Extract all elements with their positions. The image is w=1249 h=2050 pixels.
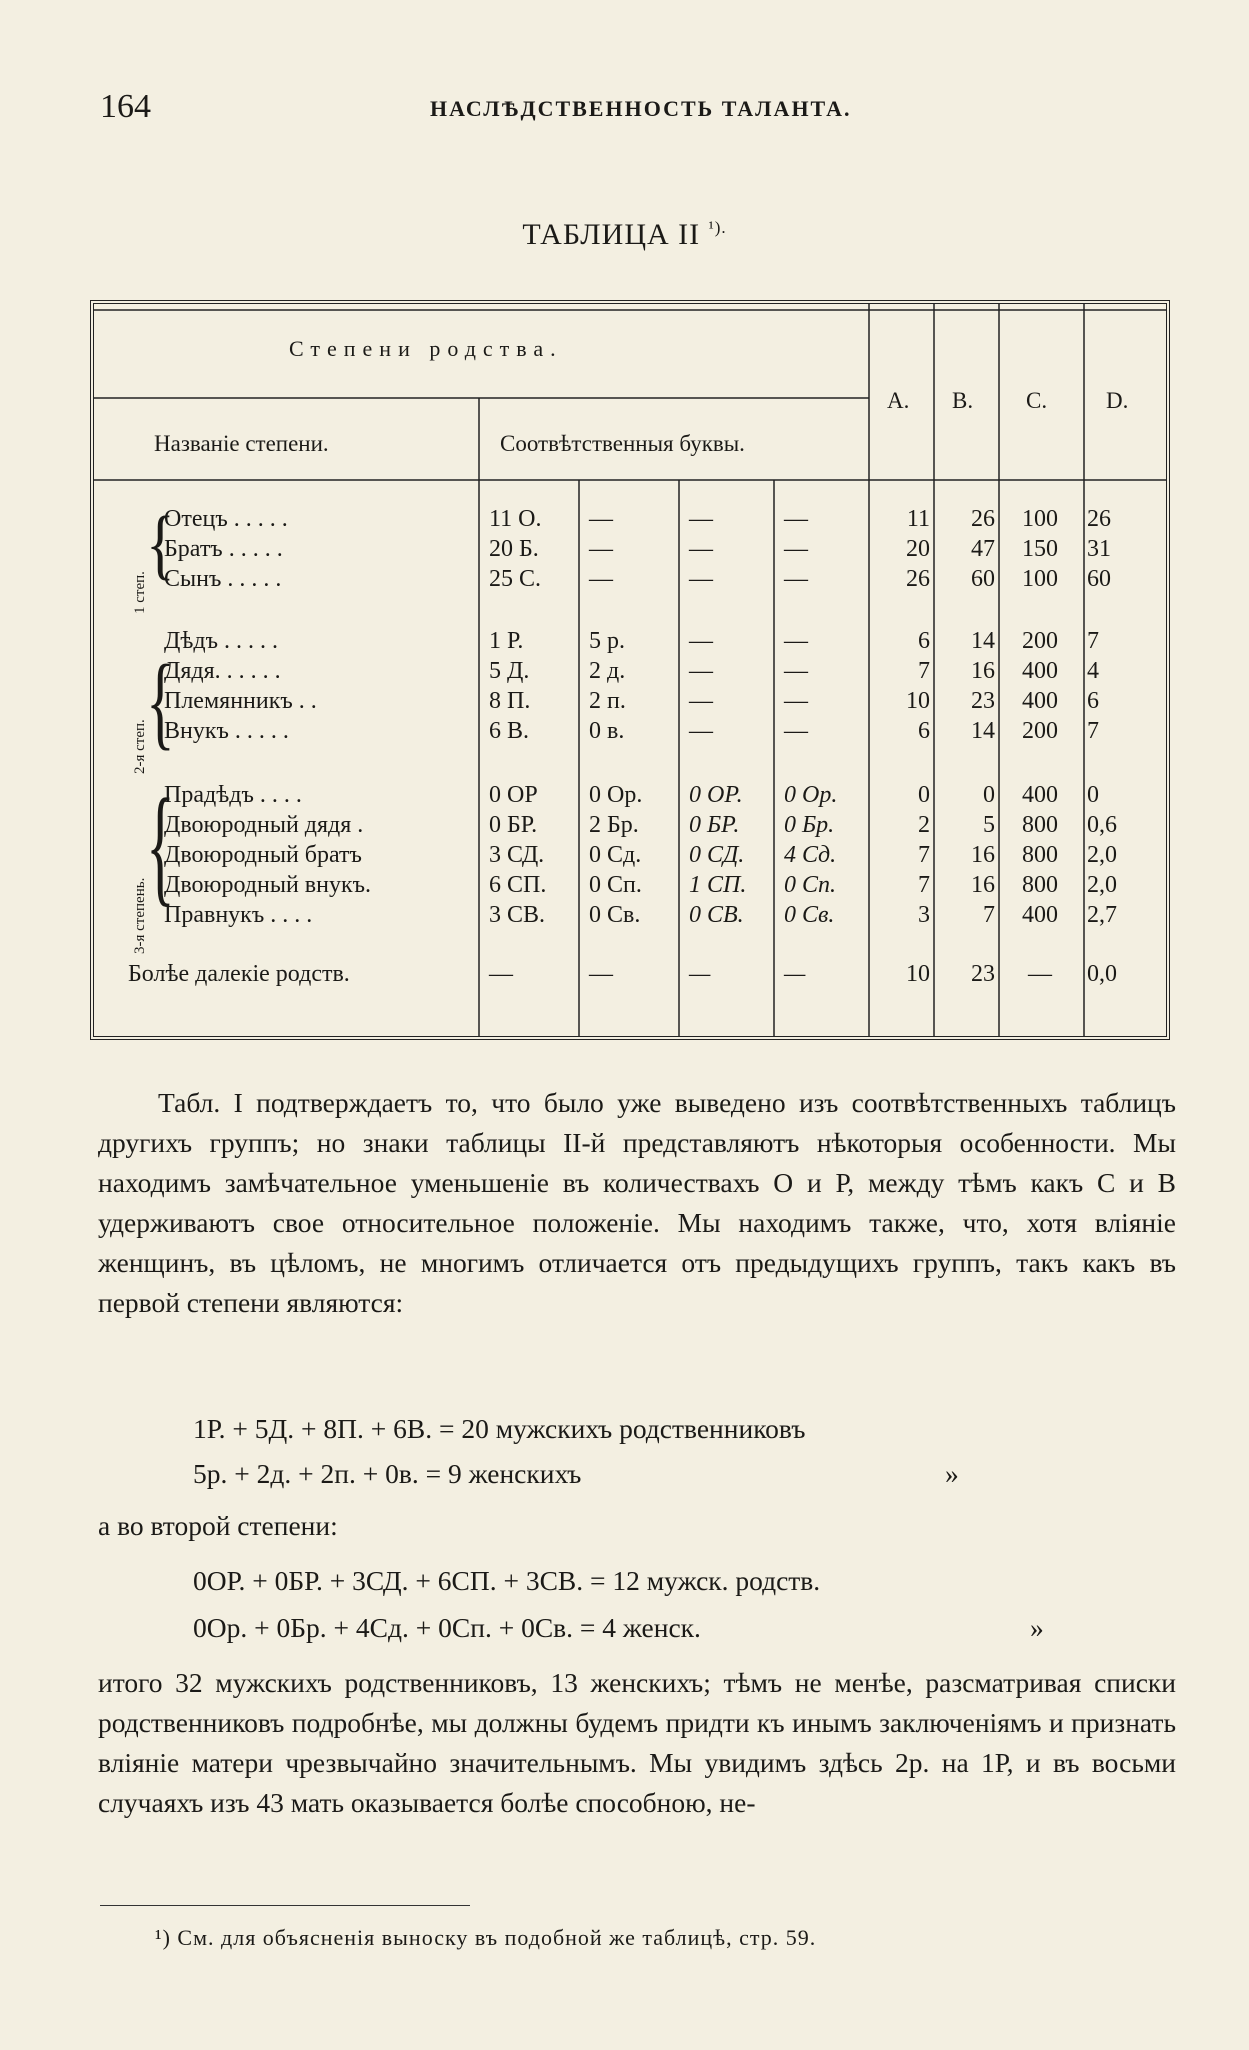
formula-female-2-ditto: » [1030,1612,1044,1643]
cell-a: 10 [906,688,930,714]
cell-c: 200 [1022,718,1058,744]
cell-d: 7 [1087,718,1099,744]
header-col-b: B. [952,388,974,413]
cell-l1: 20 Б. [489,536,539,562]
cell-name: Двоюродный дядя . [164,812,364,838]
cell-d: 2,0 [1087,872,1117,898]
cell-c: — [1028,961,1052,987]
cell-l3: 0 БР. [689,812,740,838]
cell-a: 7 [918,658,930,684]
cell-l1: 0 ОР [489,782,538,808]
cell-l4: — [784,628,808,654]
cell-l1: 3 СВ. [489,902,546,928]
cell-l1: 5 Д. [489,658,530,684]
header-degree-name: Названіе степени. [154,431,329,456]
group-label-3: 3-я степень. [132,877,148,954]
cell-a: 26 [906,566,930,592]
cell-l2: 0 Сд. [589,842,642,868]
cell-name: Братъ . . . . . [164,536,283,562]
cell-l2: — [589,506,613,532]
cell-l1: 3 СД. [489,842,545,868]
cell-c: 800 [1022,812,1058,838]
page-header [100,88,1169,128]
cell-l1: 6 В. [489,718,530,744]
cell-l3: — [689,688,713,714]
cell-a: 10 [906,961,930,987]
cell-b: 23 [971,688,995,714]
formula-female-2: 0Ор. + 0Бр. + 4Сд. + 0Сп. + 0Св. = 4 женск. [193,1612,701,1643]
cell-l3: — [689,628,713,654]
formula-male-1: 1Р. + 5Д. + 8П. + 6В. = 20 мужскихъ родственниковъ [193,1413,806,1444]
cell-l3: 0 СВ. [689,902,744,928]
cell-c: 800 [1022,842,1058,868]
cell-l1: 8 П. [489,688,531,714]
cell-l2: 2 Бр. [589,812,639,838]
cell-l2: 0 Св. [589,902,641,928]
cell-b: 16 [971,842,995,868]
cell-d: 0 [1087,782,1099,808]
cell-b: 14 [971,718,995,744]
group-label-2: 2-я степ. [132,719,148,774]
cell-l4: — [784,718,808,744]
footnote: ¹) См. для объясненія выноску въ подобной же таблицѣ, стр. 59. [155,1925,817,1950]
cell-l4: — [784,961,806,987]
paragraph-1 [98,1083,1176,1323]
cell-name: Внукъ . . . . . [164,718,289,744]
cell-l2: — [589,961,613,987]
cell-d: 60 [1087,566,1111,592]
cell-l3: 0 СД. [689,842,745,868]
cell-d: 4 [1087,658,1099,684]
cell-d: 6 [1087,688,1099,714]
footnote-rule [100,1905,470,1906]
cell-l4: 0 Бр. [784,812,835,838]
cell-b: 16 [971,658,995,684]
cell-l2: 2 п. [589,688,626,714]
cell-l4: 0 Св. [784,902,835,928]
cell-b: 26 [971,506,995,532]
cell-name: Болѣе далекіе родств. [128,961,350,987]
cell-a: 7 [918,872,930,898]
cell-d: 7 [1087,628,1099,654]
cell-c: 400 [1022,782,1058,808]
cell-l1: 0 БР. [489,812,538,838]
cell-b: 23 [971,961,995,987]
cell-name: Двоюродный внукъ. [164,872,372,898]
cell-l4: — [784,536,808,562]
cell-l2: 0 Сп. [589,872,642,898]
cell-b: 47 [971,536,995,562]
cell-name: Племянникъ . . [164,688,317,714]
cell-l1: 25 С. [489,566,542,592]
header-letters: Соотвѣтственныя буквы. [500,431,745,456]
cell-b: 0 [983,782,995,808]
cell-l3: — [689,718,713,744]
brace-group-1: { [146,501,175,587]
cell-d: 2,0 [1087,842,1117,868]
paragraph-2-text: итого 32 мужскихъ родственниковъ, 13 женскихъ; тѣмъ не менѣе, разсматривая списки родственниковъ подробнѣе, мы должны будемъ придти къ инымъ заключеніямъ и признать вліяніе матери чрезвычайно значительнымъ. Мы увидимъ здѣсь 2р. на 1Р, и въ восьми случаяхъ изъ 43 мать оказывается болѣе способною, не- [98,1667,1176,1818]
cell-a: 6 [918,718,930,744]
cell-d: 2,7 [1087,902,1117,928]
cell-b: 60 [971,566,995,592]
header-kinship-degrees: Степени родства. [289,336,563,361]
cell-c: 800 [1022,872,1058,898]
cell-b: 5 [983,812,995,838]
cell-l3: 1 СП. [689,872,747,898]
cell-l4: — [784,566,808,592]
cell-l4: — [784,506,808,532]
cell-c: 400 [1022,902,1058,928]
cell-l2: 0 в. [589,718,625,744]
cell-d: 31 [1087,536,1111,562]
cell-l2: 0 Ор. [589,782,643,808]
cell-c: 200 [1022,628,1058,654]
cell-l3: — [689,658,713,684]
formula-female-1: 5р. + 2д. + 2п. + 0в. = 9 женскихъ [193,1458,582,1489]
cell-l1: 11 О. [489,506,542,532]
cell-l3: — [689,506,713,532]
cell-name: Дѣдъ . . . . . [164,628,279,654]
cell-name: Отецъ . . . . . [164,506,288,532]
cell-name: Двоюродный братъ [164,842,362,868]
table-title-text: ТАБЛИЦА II [522,218,701,251]
cell-l2: 5 р. [589,628,625,654]
cell-c: 100 [1022,566,1058,592]
cell-d: 0,6 [1087,812,1117,838]
cell-c: 100 [1022,506,1058,532]
cell-l3: — [689,566,713,592]
cell-b: 14 [971,628,995,654]
brace-group-3: { [146,772,175,918]
cell-l2: — [589,536,613,562]
cell-l4: 0 Сп. [784,872,837,898]
cell-name: Сынъ . . . . . [164,566,282,592]
cell-l3: 0 ОР. [689,782,743,808]
formula-male-2: 0ОР. + 0БР. + 3СД. + 6СП. + 3СВ. = 12 мужск. родств. [193,1565,821,1596]
cell-c: 150 [1022,536,1058,562]
cell-name: Прадѣдъ . . . . [164,782,302,808]
header-col-c: C. [1026,388,1048,413]
second-degree-line: а во второй степени: [98,1510,338,1541]
cell-c: 400 [1022,658,1058,684]
cell-l2: — [589,566,613,592]
cell-b: 7 [983,902,995,928]
cell-a: 11 [906,506,930,532]
cell-c: 400 [1022,688,1058,714]
paragraph-2 [98,1663,1176,1823]
cell-name: Дядя. . . . . . [164,658,281,684]
cell-a: 2 [918,812,930,838]
cell-a: 6 [918,628,930,654]
paragraph-1-text: Табл. I подтверждаетъ то, что было уже выведено изъ соотвѣтственныхъ таблицъ другихъ группъ; но знаки таблицы II-й представляютъ нѣкоторыя особенности. Мы находимъ замѣчательное уменьшеніе въ количествахъ О и Р, между тѣмъ какъ С и В удерживаютъ свое относительное положеніе. Мы находимъ также, что, хотя вліяніе женщинъ, въ цѣломъ, не многимъ отличается отъ предыдущихъ группъ, такъ какъ въ первой степени являются: [98,1087,1176,1318]
brace-group-2: { [146,643,175,760]
cell-l2: 2 д. [589,658,626,684]
cell-l4: 0 Ор. [784,782,838,808]
cell-b: 16 [971,872,995,898]
cell-l4: — [784,658,808,684]
cell-l3: — [689,961,711,987]
cell-a: 7 [918,842,930,868]
cell-d: 0,0 [1087,961,1117,987]
cell-l4: 4 Сд. [784,842,837,868]
cell-l1: 1 Р. [489,628,524,654]
table-title [0,218,1249,252]
group-label-1: 1 степ. [132,571,148,614]
cell-name: Правнукъ . . . . [164,902,313,928]
table-title-footnote-mark: ¹). [708,218,727,237]
cell-a: 20 [906,536,930,562]
header-col-d: D. [1106,388,1129,413]
page-number: 164 [100,88,151,125]
kinship-table [90,300,1170,1040]
cell-l4: — [784,688,808,714]
cell-a: 3 [918,902,930,928]
cell-l3: — [689,536,713,562]
formula-female-1-ditto: » [945,1458,959,1489]
cell-d: 26 [1087,506,1111,532]
running-title: НАСЛѢДСТВЕННОСТЬ ТАЛАНТА. [430,96,852,121]
cell-l1: 6 СП. [489,872,547,898]
header-col-a: A. [887,388,910,413]
cell-a: 0 [918,782,930,808]
cell-l1: — [489,961,513,987]
